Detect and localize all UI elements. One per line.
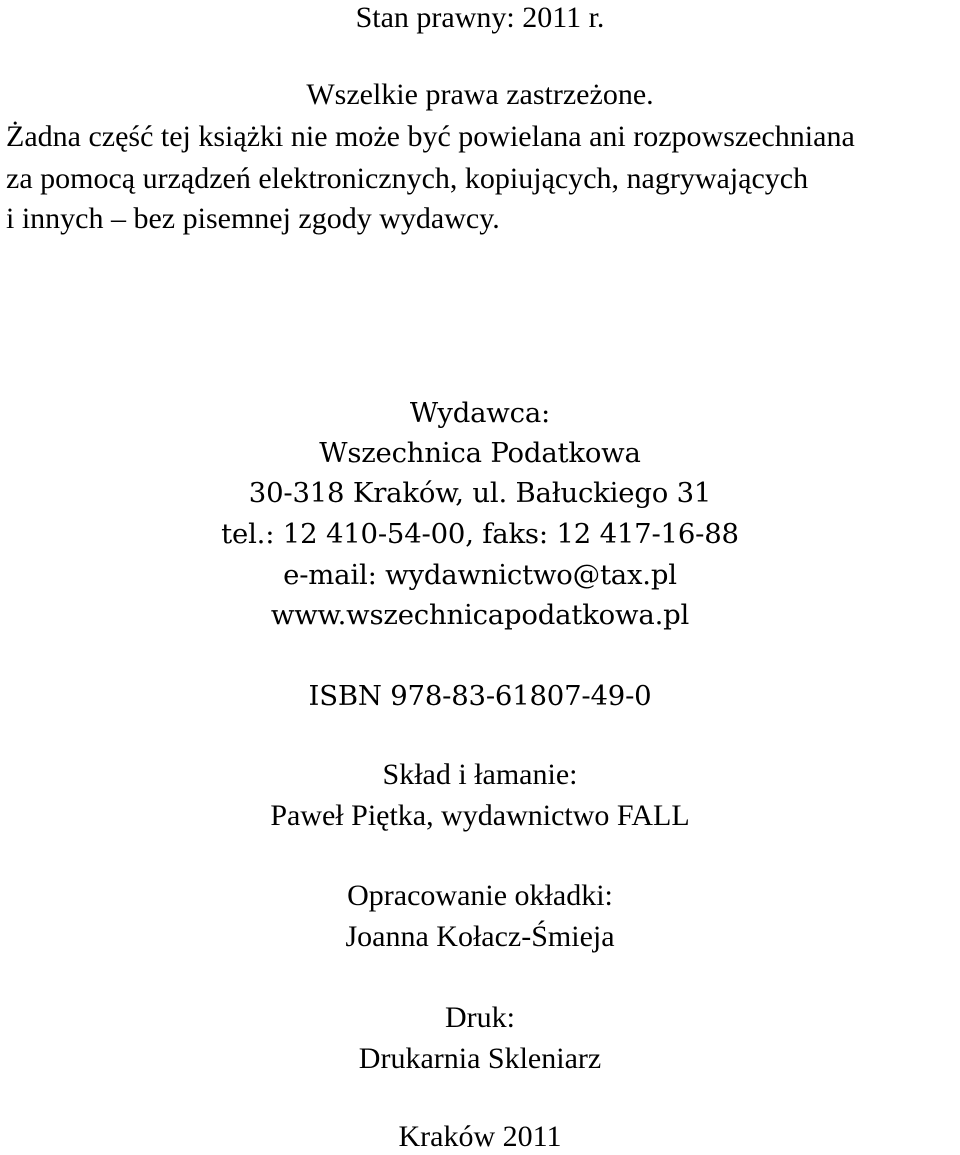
isbn: ISBN 978-83-61807-49-0 [308, 680, 652, 712]
legal-status-line: Stan prawny: 2011 r. [355, 1, 605, 34]
cover-label: Opracowanie okładki: [347, 879, 613, 912]
publisher-label: Wydawca: [409, 397, 551, 429]
publisher-email: e-mail: wydawnictwo@tax.pl [283, 559, 677, 591]
publisher-phone: tel.: 12 410-54-00, faks: 12 417-16-88 [221, 518, 739, 550]
rights-body-line: i innych – bez pisemnej zgody wydawcy. [6, 202, 500, 235]
publisher-address: 30-318 Kraków, ul. Bałuckiego 31 [248, 477, 712, 509]
publisher-name: Wszechnica Podatkowa [319, 437, 641, 469]
rights-body-line: Żadna część tej książki nie może być powielana ani rozpowszechniana [6, 120, 855, 153]
publisher-website: www.wszechnicapodatkowa.pl [270, 599, 690, 631]
cover-value: Joanna Kołacz-Śmieja [345, 920, 615, 953]
rights-body-line: za pomocą urządzeń elektronicznych, kopiujących, nagrywających [6, 162, 809, 195]
typesetting-value: Paweł Piętka, wydawnictwo FALL [270, 799, 690, 832]
typesetting-label: Skład i łamanie: [382, 758, 578, 791]
rights-heading: Wszelkie prawa zastrzeżone. [306, 78, 654, 111]
imprint-place-year: Kraków 2011 [398, 1120, 562, 1153]
printing-label: Druk: [445, 1001, 515, 1034]
printing-value: Drukarnia Skleniarz [358, 1042, 602, 1075]
